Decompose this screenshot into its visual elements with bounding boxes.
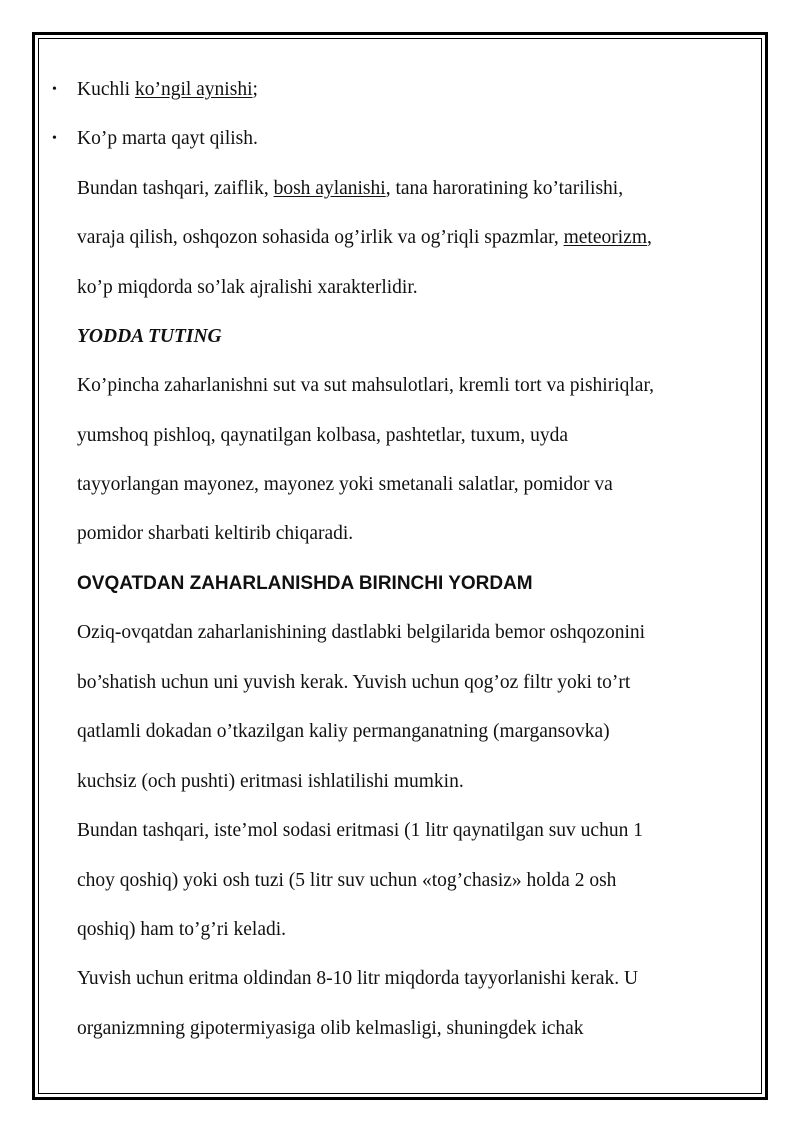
bullet-marker: • <box>52 82 57 97</box>
section-heading: OVQATDAN ZAHARLANISHDA BIRINCHI YORDAM <box>77 573 533 594</box>
paragraph-line: choy qoshiq) yoki osh tuzi (5 litr suv uchun «tog’chasiz» holda 2 osh <box>77 870 617 891</box>
text-run: Bundan tashqari, zaiflik, <box>77 178 274 199</box>
paragraph-line <box>77 226 652 250</box>
text-run: varaja qilish, oshqozon sohasida og’irlik va og’riqli spazmlar, <box>77 227 564 248</box>
text-run: , <box>647 227 652 248</box>
paragraph-line: qoshiq) ham to’g’ri keladi. <box>77 919 287 940</box>
paragraph-line: Yuvish uchun eritma oldindan 8-10 litr miqdorda tayyorlanishi kerak. U <box>77 968 639 989</box>
paragraph-line: pomidor sharbati keltirib chiqaradi. <box>77 523 354 544</box>
link-meteorizm[interactable]: meteorizm <box>563 227 647 248</box>
text-run: , tana haroratining ko’tarilishi, <box>385 178 624 199</box>
paragraph-line: bo’shatish uchun uni yuvish kerak. Yuvish uchun qog’oz filtr yoki to’rt <box>77 672 631 693</box>
paragraph-line: kuchsiz (och pushti) eritmasi ishlatilishi mumkin. <box>77 771 464 792</box>
bullet-marker: • <box>52 131 57 146</box>
paragraph-line: organizmning gipotermiyasiga olib kelmasligi, shuningdek ichak <box>77 1018 584 1039</box>
paragraph-line: Oziq-ovqatdan zaharlanishining dastlabki belgilarida bemor oshqozonini <box>77 622 646 643</box>
bullet-item <box>77 78 258 102</box>
bullet-text: Kuchli <box>77 79 135 100</box>
bullet-item: Ko’p marta qayt qilish. <box>77 128 258 149</box>
paragraph-line: tayyorlangan mayonez, mayonez yoki smetanali salatlar, pomidor va <box>77 474 613 495</box>
paragraph-line <box>77 177 623 201</box>
paragraph-line: yumshoq pishloq, qaynatilgan kolbasa, pashtetlar, tuxum, uyda <box>77 425 568 446</box>
paragraph-line: Bundan tashqari, iste’mol sodasi eritmasi (1 litr qaynatilgan suv uchun 1 <box>77 820 643 841</box>
section-heading: YODDA TUTING <box>77 326 222 347</box>
paragraph-line: Ko’pincha zaharlanishni sut va sut mahsulotlari, kremli tort va pishiriqlar, <box>77 375 655 396</box>
link-bosh-aylanishi[interactable]: bosh aylanishi <box>273 178 386 199</box>
paragraph-line: qatlamli dokadan o’tkazilgan kaliy permanganatning (margansovka) <box>77 721 610 742</box>
bullet-text: ; <box>252 79 258 100</box>
paragraph-line: ko’p miqdorda so’lak ajralishi xarakterlidir. <box>77 277 418 298</box>
link-kongil-aynishi[interactable]: ko’ngil aynishi <box>134 79 253 100</box>
